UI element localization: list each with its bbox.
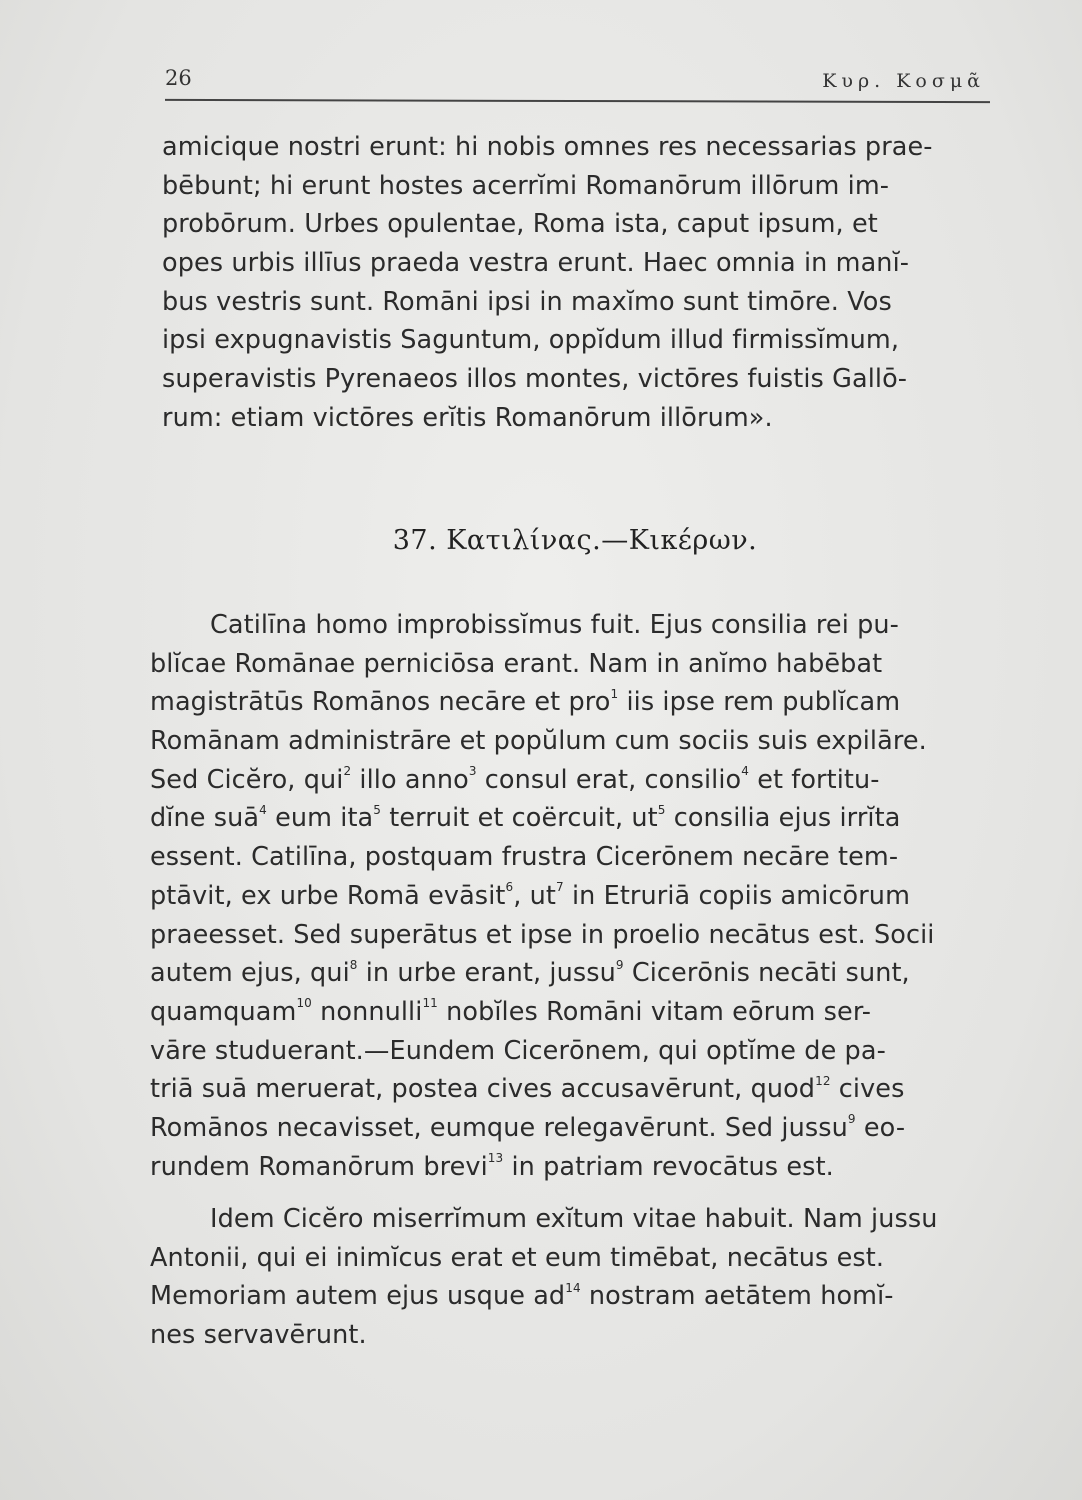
text-run: iis ipse rem publĭcam xyxy=(618,687,901,718)
footnote-ref: 11 xyxy=(422,996,438,1011)
text-run: eum ita xyxy=(266,803,374,834)
text-line: bēbunt; hi erunt hostes acerrĭmi Romanōrum illōrum im- xyxy=(162,170,890,201)
text-run: et fortitu- xyxy=(748,764,880,795)
text-line: bus vestris sunt. Romāni ipsi in maxĭmo sunt timōre. Vos xyxy=(162,286,892,317)
text-run: ptāvit, ex urbe Romā evāsit xyxy=(150,880,506,911)
text-run: Memoriam autem ejus usque ad xyxy=(150,1281,566,1312)
text-line xyxy=(150,1109,1000,1148)
paragraph-2 xyxy=(150,606,1000,1186)
text-line: amicique nostri erunt: hi nobis omnes res necessarias prae- xyxy=(162,132,933,162)
text-run: eo- xyxy=(855,1112,906,1143)
text-run: dĭne suā xyxy=(150,803,260,834)
footnote-ref: 5 xyxy=(657,802,666,817)
text-line xyxy=(150,993,1000,1032)
text-line: ipsi expugnavistis Saguntum, oppĭdum illud firmissĭmum, xyxy=(162,325,900,356)
header-rule xyxy=(165,99,990,103)
text-run: Cicerōnis necāti sunt, xyxy=(623,958,910,989)
footnote-ref: 12 xyxy=(815,1073,831,1088)
text-run: in patriam revocātus est. xyxy=(503,1151,834,1182)
text-run: magistrātūs Romānos necāre et pro xyxy=(150,687,611,718)
text-line xyxy=(150,1070,1000,1109)
footnote-ref: 7 xyxy=(556,880,564,895)
text-run: illo anno xyxy=(351,764,469,795)
footnote-ref: 9 xyxy=(615,957,624,972)
footnote-ref: 8 xyxy=(349,957,358,972)
text-run: autem ejus, qui xyxy=(150,958,350,989)
text-run: consilia ejus irrĭta xyxy=(665,803,901,834)
text-run: nostram aetātem homĭ- xyxy=(580,1281,894,1312)
page-header xyxy=(165,66,985,96)
footnote-ref: 5 xyxy=(373,802,382,817)
text-run: cives xyxy=(830,1074,905,1105)
text-line xyxy=(150,683,1000,722)
text-line: probōrum. Urbes opulentae, Roma ista, caput ipsum, et xyxy=(162,209,878,240)
text-line: praeesset. Sed superātus et ipse in proelio necātus est. Socii xyxy=(150,919,935,950)
text-run: terruit et coërcuit, ut xyxy=(381,803,658,834)
footnote-ref: 1 xyxy=(610,686,619,701)
footnote-ref: 13 xyxy=(487,1151,504,1166)
footnote-ref: 3 xyxy=(468,764,477,779)
footnote-ref: 10 xyxy=(296,996,312,1011)
text-line: Romānam administrāre et popŭlum cum sociis suis expilāre. xyxy=(150,726,927,757)
text-run: triā suā meruerat, postea cives accusavērunt, quod xyxy=(150,1074,816,1105)
text-line xyxy=(150,954,1000,993)
text-line xyxy=(150,761,1000,800)
text-line: rum: etiam victōres erĭtis Romanōrum illōrum». xyxy=(162,402,773,433)
running-head: Κυρ. Κοσμᾶ xyxy=(822,70,985,92)
text-line: Catilīna homo improbissĭmus fuit. Ejus consilia rei pu- xyxy=(210,610,899,640)
text-line xyxy=(150,1148,1000,1187)
text-run: quamquam xyxy=(150,996,297,1027)
text-run: in urbe erant, jussu xyxy=(357,958,616,989)
text-run: Romānos necavisset, eumque relegavērunt. Sed jussu xyxy=(150,1112,848,1143)
text-run: Sed Cicĕro, qui xyxy=(150,764,344,795)
text-run: rundem Romanōrum brevi xyxy=(150,1151,488,1182)
text-line xyxy=(150,1277,1000,1316)
text-line: Idem Cicĕro miserrĭmum exĭtum vitae habuit. Nam jussu xyxy=(210,1204,938,1234)
text-line: nes servavērunt. xyxy=(150,1320,367,1351)
text-run: nonnulli xyxy=(311,996,423,1027)
paragraph-3 xyxy=(150,1200,1000,1355)
footnote-ref: 2 xyxy=(343,764,352,779)
text-line: vāre studuerant.—Eundem Cicerōnem, qui optĭme de pa- xyxy=(150,1035,886,1066)
footnote-ref: 4 xyxy=(259,802,267,817)
footnote-ref: 9 xyxy=(847,1112,856,1127)
text-line: blĭcae Romānae perniciōsa erant. Nam in anĭmo habēbat xyxy=(150,648,883,679)
text-run: nobĭles Romāni vitam eōrum ser- xyxy=(437,996,872,1027)
text-line: superavistis Pyrenaeos illos montes, victōres fuistis Gallō- xyxy=(162,364,908,395)
text-line: opes urbis illīus praeda vestra erunt. Haec omnia in manĭ- xyxy=(162,248,910,279)
section-heading: 37. Κατιλίνας.—Κικέρων. xyxy=(392,525,758,556)
paragraph-1 xyxy=(150,128,1000,438)
footnote-ref: 4 xyxy=(741,764,749,779)
footnote-ref: 14 xyxy=(565,1280,581,1295)
page-number: 26 xyxy=(165,66,192,90)
text-run: in Etruriā copiis amicōrum xyxy=(563,880,911,911)
text-line xyxy=(150,799,1000,838)
footnote-ref: 6 xyxy=(505,880,514,895)
text-line: Antonii, qui ei inimĭcus erat et eum timēbat, necātus est. xyxy=(150,1242,885,1273)
text-line xyxy=(150,877,1000,916)
text-run: , ut xyxy=(513,880,557,911)
text-line: essent. Catilīna, postquam frustra Cicerōnem necāre tem- xyxy=(150,842,899,873)
text-run: consul erat, consilio xyxy=(476,764,742,795)
